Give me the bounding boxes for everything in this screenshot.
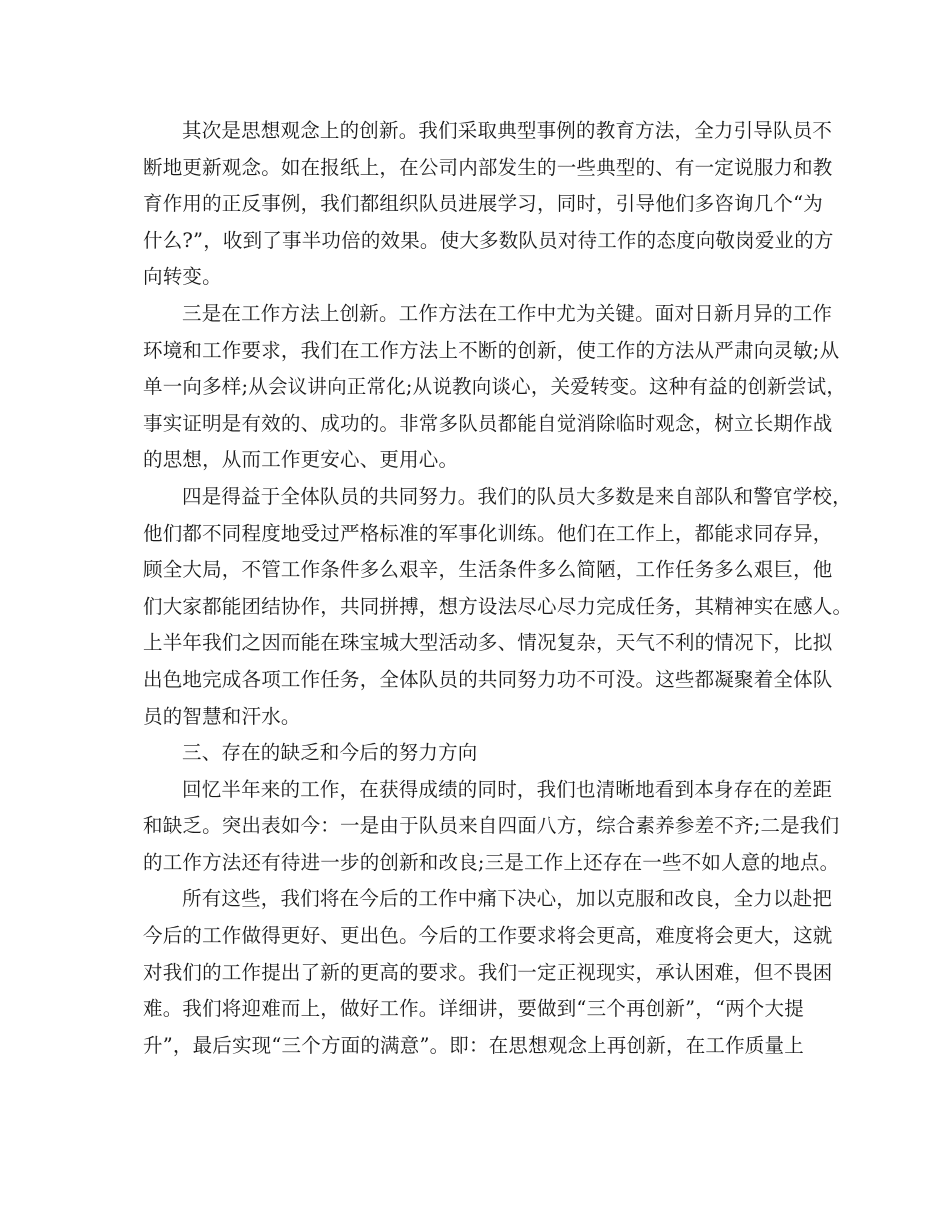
text-line: 断地更新观念。如在报纸上，在公司内部发生的一些典型的、有一定说服力和教 — [143, 155, 833, 179]
text-line: 育作用的正反事例，我们都组织队员进展学习，同时，引导他们多咨询几个“为 — [143, 192, 823, 216]
text-line: 四是得益于全体队员的共同努力。我们的队员大多数是来自部队和警官学校， — [182, 484, 852, 508]
text-line: 事实证明是有效的、成功的。非常多队员都能自觉消除临时观念，树立长期作战 — [143, 411, 833, 435]
paragraph-method-innovation — [143, 296, 847, 479]
text-line: 的思想，从而工作更安心、更用心。 — [143, 448, 459, 472]
text-line: 回忆半年来的工作，在获得成绩的同时，我们也清晰地看到本身存在的差距 — [182, 777, 833, 801]
paragraph-future-plan — [143, 881, 833, 1064]
text-line: 什么?”，收到了事半功倍的效果。使大多数队员对待工作的态度向敬岗爱业的方 — [143, 228, 834, 252]
text-line: 员的智慧和汗水。 — [143, 704, 301, 728]
document-body — [143, 113, 853, 1064]
text-line: 他们都不同程度地受过严格标准的军事化训练。他们在工作上，都能求同存异， — [143, 521, 833, 545]
text-line: 三是在工作方法上创新。工作方法在工作中尤为关键。面对日新月异的工作 — [182, 301, 833, 325]
text-line: 顾全大局，不管工作条件多么艰辛，生活条件多么简陋，工作任务多么艰巨，他 — [143, 558, 833, 582]
text-line: 向转变。 — [143, 265, 222, 289]
text-line: 出色地完成各项工作任务，全体队员的共同努力功不可没。这些都凝聚着全体队 — [143, 667, 833, 691]
text-line: 和缺乏。突出表如今：一是由于队员来自四面八方，综合素养参差不齐;二是我们 — [143, 814, 840, 838]
section-heading-text: 三、存在的缺乏和今后的努力方向 — [182, 741, 478, 765]
text-line: 升”，最后实现“三个方面的满意”。即：在思想观念上再创新，在工作质量上 — [143, 1033, 804, 1057]
text-line: 所有这些，我们将在今后的工作中痛下决心，加以克服和改良，全力以赴把 — [182, 887, 833, 911]
paragraph-thought-innovation — [143, 113, 834, 296]
text-line: 今后的工作做得更好、更出色。今后的工作要求将会更高，难度将会更大，这就 — [143, 924, 833, 948]
paragraph-team-effort — [143, 479, 853, 735]
text-line: 们大家都能团结协作，共同拼搏，想方设法尽心尽力完成任务，其精神实在感人。 — [143, 594, 853, 618]
paragraph-review — [143, 772, 840, 882]
text-line: 难。我们将迎难而上，做好工作。详细讲，要做到“三个再创新”，“两个大提 — [143, 997, 804, 1021]
text-line: 上半年我们之因而能在珠宝城大型活动多、情况复杂，天气不利的情况下，比拟 — [143, 631, 833, 655]
section-heading — [143, 735, 807, 772]
text-line: 环境和工作要求，我们在工作方法上不断的创新，使工作的方法从严肃向灵敏;从 — [143, 338, 840, 362]
text-line: 的工作方法还有待进一步的创新和改良;三是工作上还存在一些不如人意的地点。 — [143, 850, 840, 874]
text-line: 对我们的工作提出了新的更高的要求。我们一定正视现实，承认困难，但不畏困 — [143, 960, 833, 984]
text-line: 其次是思想观念上的创新。我们采取典型事例的教育方法，全力引导队员不 — [182, 119, 833, 142]
text-line: 单一向多样;从会议讲向正常化;从说教向谈心，关爱转变。这种有益的创新尝试， — [143, 375, 847, 399]
